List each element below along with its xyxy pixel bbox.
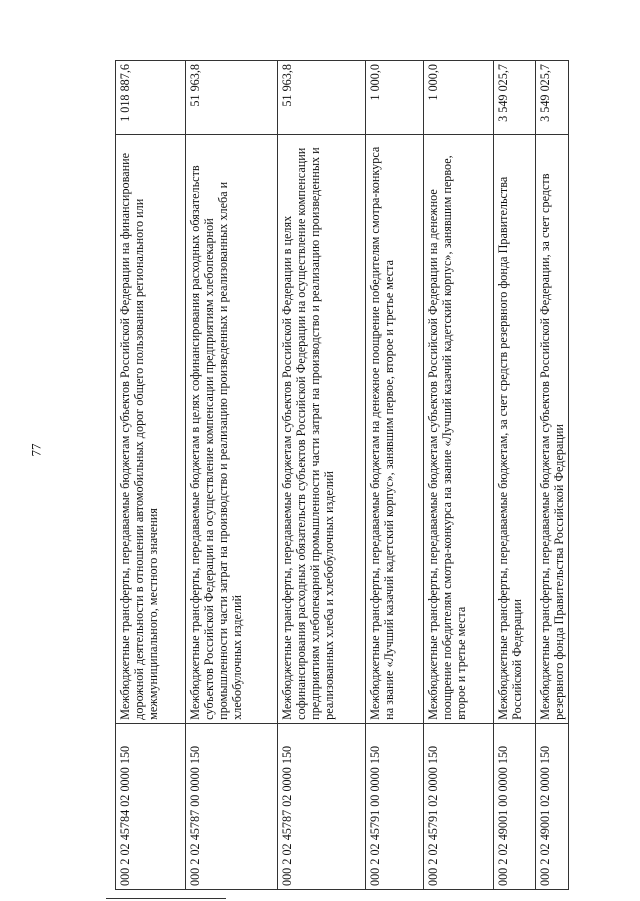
budget-code-cell: 000 2 02 45787 00 0000 150: [186, 723, 278, 889]
budget-table: [115, 60, 569, 890]
budget-code-cell: 000 2 02 45784 02 0000 150: [116, 723, 186, 889]
description-cell: Межбюджетные трансферты, передаваемые бюджетам на денежное поощрение победителям смотра-конкурса на звание «Лучший казачий кадетский корпус», занявшим первое, второе и третье места: [366, 134, 424, 723]
budget-code-cell: 000 2 02 45791 02 0000 150: [424, 723, 494, 889]
amount-cell: 1 018 887,6: [116, 61, 186, 135]
budget-code-cell: 000 2 02 49001 00 0000 150: [494, 723, 536, 889]
description-cell: Межбюджетные трансферты, передаваемые бюджетам, за счет средств резервного фонда Правительства Российской Федерации: [494, 134, 536, 723]
description-cell: Межбюджетные трансферты, передаваемые бюджетам субъектов Российской Федерации на денежное поощрение победителям смотра-конкурса на звание «Лучший казачий кадетский корпус», занявшим первое, второе и третье места: [424, 134, 494, 723]
amount-cell: 3 549 025,7: [536, 61, 569, 135]
table-row: [186, 61, 278, 890]
amount-cell: 3 549 025,7: [494, 61, 536, 135]
budget-code-cell: 000 2 02 45791 00 0000 150: [366, 723, 424, 889]
table-row: [278, 61, 366, 890]
budget-table-container: [115, 60, 565, 890]
description-cell: Межбюджетные трансферты, передаваемые бюджетам субъектов Российской Федерации на финансирование дорожной деятельности в отношении автомобильных дорог общего пользования регионального или межмуниципального, местного значения: [116, 134, 186, 723]
budget-code-cell: 000 2 02 45787 02 0000 150: [278, 723, 366, 889]
description-cell: Межбюджетные трансферты, передаваемые бюджетам субъектов Российской Федерации, за счет средств резервного фонда Правительства Российской Федерации: [536, 134, 569, 723]
amount-cell: 51 963,8: [186, 61, 278, 135]
table-row: [366, 61, 424, 890]
amount-cell: 1 000,0: [424, 61, 494, 135]
amount-cell: 1 000,0: [366, 61, 424, 135]
table-row: [424, 61, 494, 890]
amount-cell: 51 963,8: [278, 61, 366, 135]
table-row: [494, 61, 536, 890]
budget-code-cell: 000 2 02 49001 02 0000 150: [536, 723, 569, 889]
description-cell: Межбюджетные трансферты, передаваемые бюджетам субъектов Российской Федерации в целях софинансирования расходных обязательств субъектов Российской Федерации на осуществление компенсации предприятиям хлебопекарной промышленности части затрат на производство и реализацию произведенных и реализованных хлеба и хлебобулочных изделий: [278, 134, 366, 723]
description-cell: Межбюджетные трансферты, передаваемые бюджетам в целях софинансирования расходных обязательств субъектов Российской Федерации на осуществление компенсации предприятиям хлебопекарной промышленности части затрат на производство и реализацию произведенных и реализованных хлеба и хлебобулочных изделий: [186, 134, 278, 723]
table-row: [536, 61, 569, 890]
footnote-separator: [106, 898, 226, 899]
page-number: 77: [28, 443, 44, 457]
table-row: [116, 61, 186, 890]
